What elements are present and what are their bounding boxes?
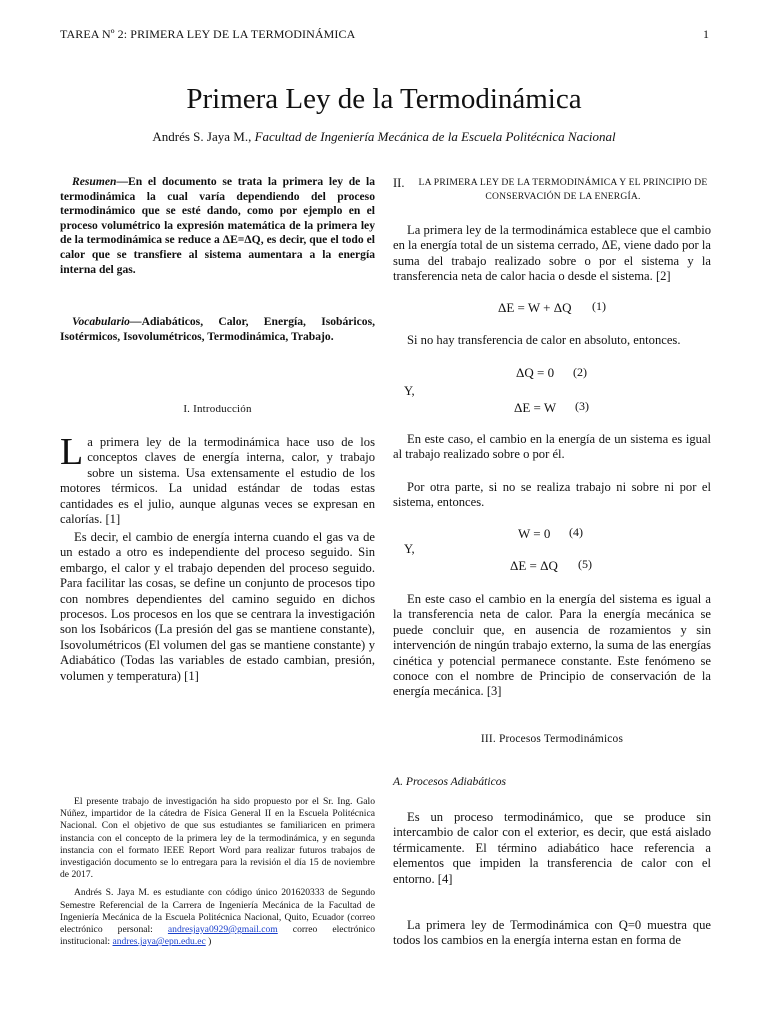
- equation-4: W = 0: [518, 526, 551, 541]
- keywords-label: Vocabulario: [72, 315, 130, 328]
- page-number: 1: [703, 27, 710, 41]
- author-affiliation: Facultad de Ingeniería Mecánica de la Escuela Politécnica Nacional: [254, 129, 616, 144]
- author-name: Andrés S. Jaya M.,: [152, 129, 255, 144]
- section-3-paragraph-2: La primera ley de Termodinámica con Q=0 muestra que todos los cambios en la energía interna estan en forma de: [393, 918, 711, 948]
- equation-1: ΔE = W + ΔQ: [498, 300, 572, 315]
- section-2-paragraph-2: Si no hay transferencia de calor en absoluto, entonces.: [407, 333, 681, 347]
- section-2-heading: II. LA PRIMERA LEY DE LA TERMODINÁMICA Y EL PRINCIPIO DE CONSERVACIÓN DE LA ENERGÍA.: [393, 176, 708, 202]
- subsection-a-heading: A. Procesos Adiabáticos: [393, 775, 507, 788]
- conjunction-y-2: Y,: [404, 542, 415, 556]
- equation-2-number: (2): [573, 365, 587, 379]
- section-2-paragraph-4: Por otra parte, si no se realiza trabajo ni sobre ni por el sistema, entonces.: [393, 480, 711, 510]
- section-2-number: II.: [393, 176, 405, 190]
- footnote-paragraph-1: El presente trabajo de investigación ha sido propuesto por el Sr. Ing. Galo Núñez, impartidor de la cátedra de Física General II en la Escuela Politécnica Nacional. Con el objetivo de que sus estudiantes se familiaricen en primera instancia con el concepto de la primera ley de la termodinámica, y en segunda instancia con el formato IEEE Report Word para realizar futuros trabajos de investigación documento se lo entregara para la revisión el día 15 de noviembre de 2017.: [60, 796, 375, 881]
- equation-5: ΔE = ΔQ: [510, 558, 558, 573]
- keywords-text: —Adiabáticos, Calor, Energía, Isobáricos, Isotérmicos, Isovolumétricos, Termodinámica, Trabajo.: [60, 315, 375, 343]
- email-institutional-link[interactable]: andres.jaya@epn.edu.ec: [112, 936, 206, 948]
- footnote: [60, 796, 375, 948]
- keywords: [60, 315, 375, 344]
- email-personal-link[interactable]: andresjaya0929@gmail.com: [167, 924, 278, 936]
- paper-title: Primera Ley de la Termodinámica: [186, 83, 582, 115]
- abstract-text: —En el documento se trata la primera ley de la termodinámica la cual varía dependiendo del proceso termodinámico que se esté dando, como por ejemplo en el proceso volumétrico la expresión matemática de la primera ley de la termodinámica se reduce a ΔE=ΔQ, es decir, que el todo el calor que se transfiere al sistema aumentara a la energía interna del gas.: [60, 175, 375, 276]
- section-2-paragraph-1: La primera ley de la termodinámica establece que el cambio en la energía total de un sistema cerrado, ΔE, viene dado por la suma del trabajo realizado sobre o por el sistema y la transferencia neta de calor hacia o desde el sistema. [2]: [393, 223, 711, 284]
- abstract: [60, 175, 375, 277]
- section-1-paragraph-2: Es decir, el cambio de energía interna cuando el gas va de un estado a otro es independiente del proceso seguido. Sin embargo, el calor y el trabajo dependen del proceso seguido. Para facilitar las cosas, se define un conjunto de procesos tipo con nombres dependientes del camino seguido en dichos procesos. Los procesos en los que se centrara la investigación son los Isobáricos (La presión del gas se mantiene constante), Isovolumétricos (El volumen del gas se mantiene constante) y Adiabático (Todas las variables de estado cambian, presión, volumen y temperatura) [1]: [60, 530, 375, 683]
- section-1-heading: I. Introducción: [183, 403, 252, 415]
- conjunction-y-1: Y,: [404, 384, 415, 398]
- section-1-paragraph-1: La primera ley de la termodinámica hace uso de los conceptos claves de energía interna, calor, y trabajo sobre un sistema. Usa extensamente el estudio de los motores térmicos. La unidad estándar de todas estas cantidades es el julio, aunque algunas veces se expresan en calorías. [1]: [60, 431, 375, 527]
- abstract-label: Resumen: [72, 175, 117, 188]
- footnote-paragraph-2: Andrés S. Jaya M. es estudiante con código único 201620333 de Segundo Semestre Referencial de la Carrera de Ingeniería Mecánica de la Facultad de Ingeniería Mecánica de la Escuela Politécnica Nacional, Quito, Ecuador (correo electrónico personal: andresjaya0929@gmail.com correo electrónico institucional: andres.jaya@epn.edu.ec ): [60, 887, 375, 948]
- equation-4-number: (4): [569, 525, 583, 539]
- section-3-paragraph-1: Es un proceso termodinámico, que se produce sin intercambio de calor con el exterior, es decir, que está aislado térmicamente. El término adiabático hace referencia a elementos que impiden la transferencia de calor con el entorno. [4]: [393, 810, 711, 886]
- equation-3-number: (3): [575, 399, 589, 413]
- equation-1-number: (1): [592, 299, 606, 313]
- section-3-heading: III. Procesos Termodinámicos: [480, 733, 624, 745]
- equation-2: ΔQ = 0: [516, 365, 555, 380]
- equation-3: ΔE = W: [514, 400, 557, 415]
- section-2-paragraph-5: En este caso el cambio en la energía del sistema es igual a la transferencia neta de calor. Para la energía mecánica se puede concluir que, en ausencia de rozamientos y sin intervención de ningún trabajo externo, la suma de las energías cinética y potencial permanece constante. Este fenómeno se conoce con el nombre de Principio de conservación de la energía mecánica. [3]: [393, 592, 711, 699]
- equation-5-number: (5): [578, 557, 592, 571]
- section-2-paragraph-3: En este caso, el cambio en la energía de un sistema es igual al trabajo realizado sobre o por él.: [393, 432, 711, 462]
- author-line: [0, 129, 768, 145]
- drop-cap: L: [60, 431, 84, 473]
- running-header: TAREA Nº 2: PRIMERA LEY DE LA TERMODINÁMICA: [60, 27, 356, 41]
